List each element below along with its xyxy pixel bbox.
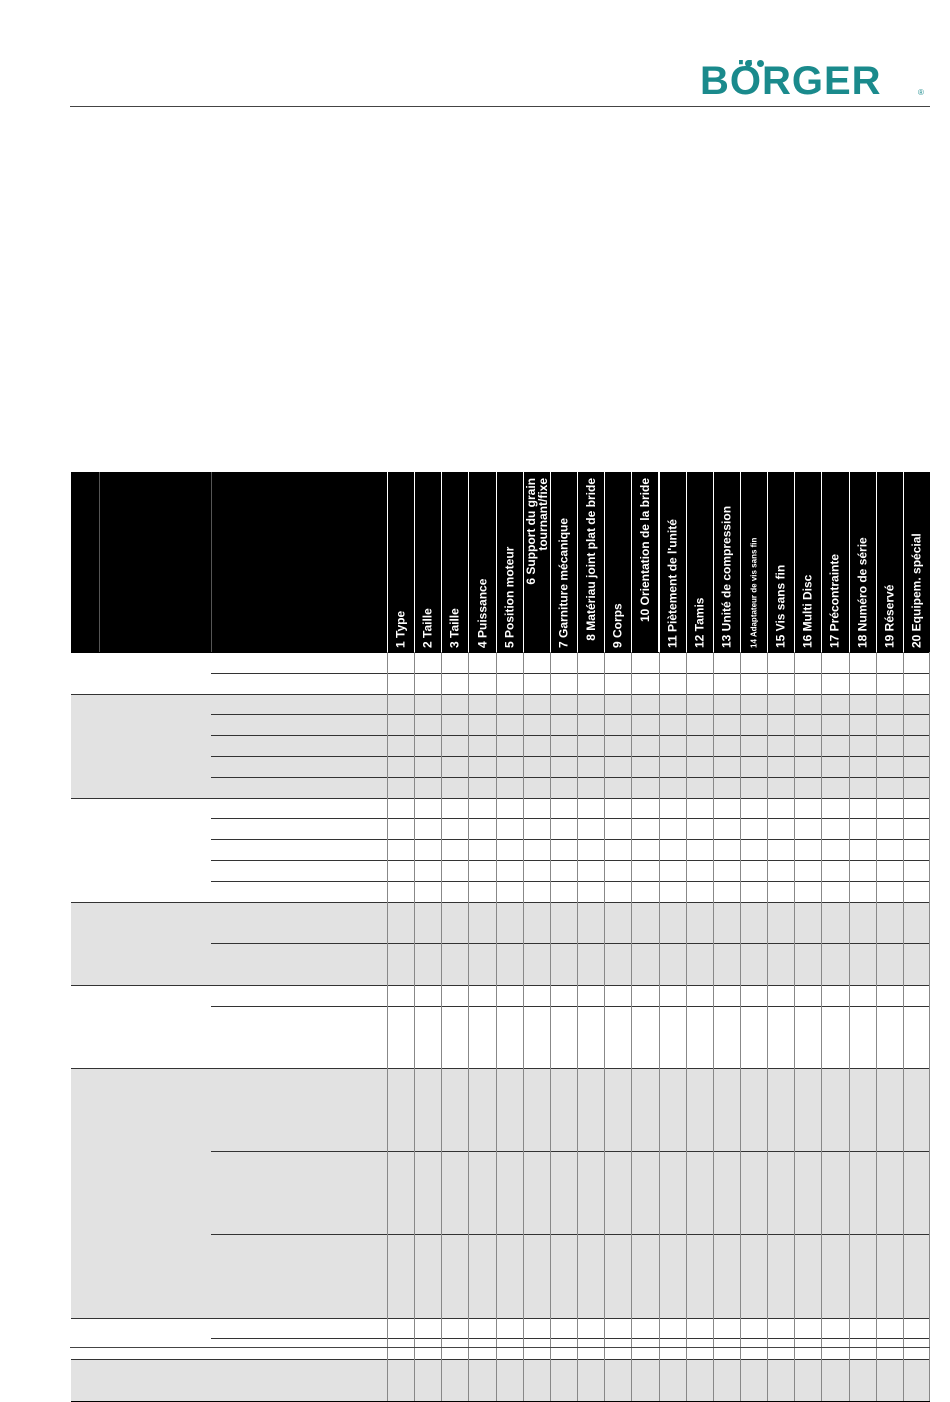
column-divider xyxy=(794,652,795,1401)
column-header xyxy=(496,472,523,652)
column-divider xyxy=(659,652,660,1401)
column-header xyxy=(414,472,441,652)
column-header xyxy=(550,472,577,652)
group-separator xyxy=(71,798,930,799)
column-header-label: 13 Unité de compression xyxy=(719,505,734,648)
column-divider xyxy=(387,652,388,1401)
column-header-label: 12 Tamis xyxy=(692,597,707,648)
column-divider xyxy=(631,652,632,1401)
column-header-label: 11 Piètement de l'unité xyxy=(665,519,680,648)
column-header-label: 7 Garniture mécanique xyxy=(556,517,571,648)
column-header-label: 9 Corps xyxy=(610,603,625,648)
column-header-label: 3 Taille xyxy=(447,608,462,648)
column-header-label: 18 Numéro de série xyxy=(855,537,870,648)
group-shading xyxy=(71,1068,930,1318)
header-divider xyxy=(70,106,930,107)
group-separator xyxy=(71,1318,930,1319)
logo-wordmark: BÖRGER xyxy=(700,59,882,103)
group-separator xyxy=(71,902,930,903)
group-separator xyxy=(71,694,930,695)
group-separator xyxy=(71,652,930,653)
column-header-label: 14 Adaptateur de vis sans fin xyxy=(749,537,759,648)
column-header xyxy=(767,472,794,652)
column-header xyxy=(903,472,930,652)
borger-logo xyxy=(700,60,930,102)
column-header-label: 19 Réservé xyxy=(882,584,897,648)
column-divider xyxy=(876,652,877,1401)
column-header xyxy=(631,472,658,652)
column-divider xyxy=(929,652,930,1401)
group-shading xyxy=(71,1359,930,1401)
column-header xyxy=(468,472,495,652)
column-divider xyxy=(550,652,551,1401)
column-header-label: 10 Orientation de la bride xyxy=(638,478,653,623)
column-header xyxy=(713,472,740,652)
column-divider xyxy=(849,652,850,1401)
column-header-label: 5 Position moteur xyxy=(502,546,517,648)
column-header xyxy=(577,472,604,652)
column-divider xyxy=(713,652,714,1401)
column-header xyxy=(876,472,903,652)
column-divider xyxy=(686,652,687,1401)
column-divider xyxy=(441,652,442,1401)
column-divider xyxy=(496,652,497,1401)
column-header xyxy=(604,472,631,652)
column-divider xyxy=(821,652,822,1401)
column-header-label: 2 Taille xyxy=(420,608,435,648)
column-header xyxy=(849,472,876,652)
column-header xyxy=(740,472,767,652)
footer-divider xyxy=(70,1347,930,1348)
column-divider xyxy=(903,652,904,1401)
logo-registered-mark: ® xyxy=(918,88,924,97)
group-shading xyxy=(71,694,930,798)
column-header-label: 6 Support du grain tournant/fixe xyxy=(523,478,550,585)
header-divider-a xyxy=(99,472,100,652)
column-header xyxy=(523,472,550,652)
column-divider xyxy=(604,652,605,1401)
column-header xyxy=(821,472,848,652)
column-header-label: 20 Equipem. spécial xyxy=(909,533,924,648)
group-separator xyxy=(71,985,930,986)
column-divider xyxy=(577,652,578,1401)
column-header xyxy=(441,472,468,652)
column-divider xyxy=(740,652,741,1401)
group-separator xyxy=(71,1068,930,1069)
header-divider-b xyxy=(211,472,212,652)
column-header-label: 15 Vis sans fin xyxy=(773,564,788,648)
column-header-label: 8 Matériau joint plat de bride xyxy=(584,478,599,641)
group-separator xyxy=(71,1359,930,1360)
column-header-label: 16 Multi Disc xyxy=(800,574,815,648)
column-divider xyxy=(468,652,469,1401)
column-divider xyxy=(414,652,415,1401)
column-header xyxy=(794,472,821,652)
column-header xyxy=(686,472,713,652)
header-label-area xyxy=(71,472,387,652)
column-header xyxy=(659,472,686,652)
column-divider xyxy=(767,652,768,1401)
column-header-label: 4 Puissance xyxy=(475,578,489,648)
column-header-label: 1 Type xyxy=(393,610,408,648)
column-header-label: 17 Précontrainte xyxy=(827,553,842,648)
configuration-table xyxy=(71,472,930,1334)
column-divider xyxy=(523,652,524,1401)
column-header xyxy=(387,472,414,652)
